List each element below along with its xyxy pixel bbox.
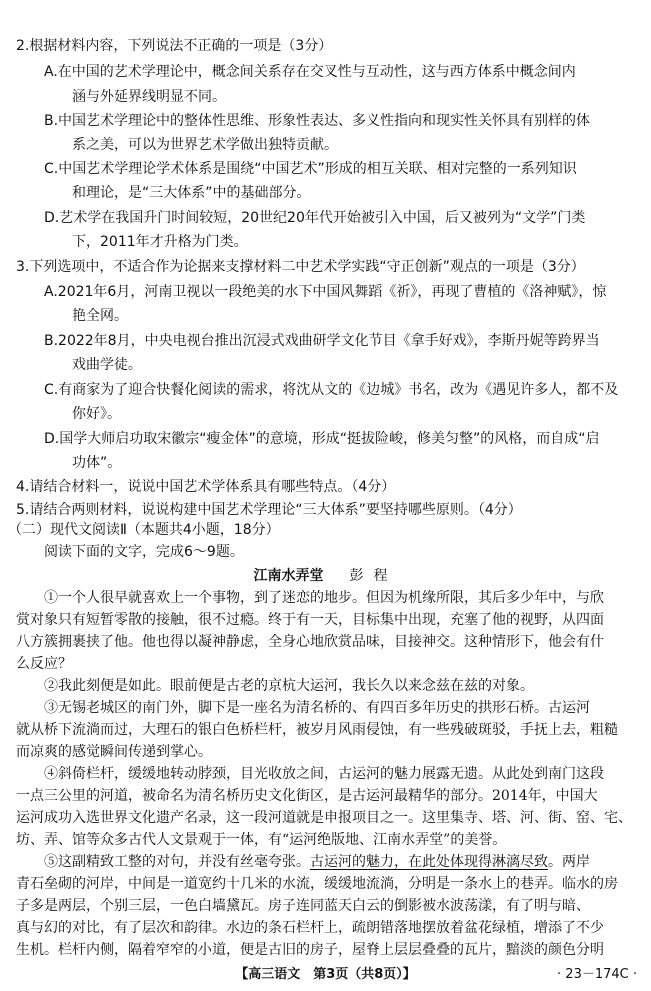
q2-option-b-line1: B.中国艺术学理论中的整体性思维、形象性表达、多义性指向和现实性关怀具有别样的体: [44, 113, 591, 129]
para4-line1: ④斜倚栏杆，缓缓地转动脖颈，目光收放之间，古运河的魅力展露无遗。从此处到南门这段: [44, 766, 604, 782]
para5-line5: 生机。栏杆内侧，隔着窄窄的小道，便是古旧的房子，屋脊上层层叠叠的瓦片，黯淡的颜色分明: [16, 942, 604, 958]
q2-option-d-line1: D.艺术学在我国升门时间较短，20世纪20年代开始被引入中国，后又被列为“文学”门类: [44, 210, 586, 226]
article-author: 彭程: [349, 568, 398, 584]
q3-option-c-line2: 你好》。: [72, 406, 121, 422]
para1-line1: ①一个人很早就喜欢上一个事物，到了迷恋的地步。但因为机缘所限，其后多少年中，与欣: [44, 590, 604, 606]
footer-page-info: 【高三语文 第3页（共8页）】: [235, 967, 416, 982]
q2-option-c-line1: C.中国艺术学理论学术体系是围绕“中国艺术”形成的相互关联、相对完整的一系列知识: [44, 161, 577, 177]
para1-line2: 赏对象只有短暂零散的接触，很不过瘾。终于有一天，目标集中出现，充塞了他的视野，从四面: [16, 612, 604, 628]
q3-option-d-line2: 功体”。: [72, 455, 122, 471]
q5-stem: 5.请结合两则材料，说说构建中国艺术学理论“三大体系”要坚持哪些原则。（4分）: [16, 502, 522, 518]
article-title: 江南水弄堂: [253, 568, 324, 584]
section-heading: （二）现代文阅读Ⅱ（本题共4小题，18分）: [8, 522, 280, 538]
para3-line2: 就从桥下流淌而过，大理石的银白色桥栏杆，被岁月风雨侵蚀，有一些残破斑驳，手抚上去，粗糙: [16, 722, 618, 738]
article-title-line: [0, 566, 651, 586]
q2-option-a-line1: A.在中国的艺术学理论中，概念间关系存在交叉性与互动性，这与西方体系中概念间内: [44, 64, 576, 80]
q3-option-c-line1: C.有商家为了迎合快餐化阅读的需求，将沈从文的《边城》书名，改为《遇见许多人，都不及: [44, 382, 619, 398]
footer-code: · 23－174C ·: [557, 967, 637, 982]
para1-line4: 么反应？: [16, 656, 72, 672]
q2-stem: 2.根据材料内容，下列说法不正确的一项是（3分）: [16, 38, 333, 54]
page-footer: [0, 963, 651, 983]
q2-option-b-line2: 系之美，可以为世界艺术学做出独特贡献。: [72, 137, 338, 153]
para5-line1: [44, 852, 590, 872]
q2-option-c-line2: 和理论，是“三大体系”中的基础部分。: [72, 185, 311, 201]
para5-underlined-sentence: 古运河的魅力，在此处体现得淋漓尽致: [310, 854, 548, 870]
para4-line3: 运河成功入选世界文化遗产名录，这一段河道就是申报项目之一。这里集寺、塔、河、街、窑、宅、: [16, 810, 632, 826]
para5-line3: 子多是两层，个别三层，一色白墙黛瓦。房子连同蓝天白云的倒影被水波荡漾，有了明与暗、: [16, 898, 590, 914]
para3-line1: ③无锡老城区的南门外，脚下是一座名为清名桥的、有四百多年历史的拱形石桥。古运河: [44, 700, 590, 716]
para5-line4: 真与幻的对比，有了层次和韵律。水边的条石栏杆上，疏朗错落地摆放着盆花绿植，增添了不少: [16, 920, 604, 936]
para5-line1-pre: ⑤这副精致工整的对句，并没有丝毫夸张。: [44, 854, 310, 870]
para1-line3: 八方簇拥裹挟了他。他也得以凝神静虑，全身心地欣赏品味，目接神交。这种情形下，他会有什: [16, 634, 604, 650]
para5-line1-post: 。两岸: [548, 854, 590, 870]
q3-option-a-line1: A.2021年6月，河南卫视以一段绝美的水下中国风舞蹈《祈》，再现了曹植的《洛神赋》，惊: [44, 284, 607, 300]
para4-line2: 一点三公里的河道，被命名为清名桥历史文化街区，是古运河最精华的部分。2014年，中国大: [16, 788, 598, 804]
para4-line4: 坊、弄、馆等众多古代人文景观于一体，有“运河绝版地、江南水弄堂”的美誉。: [16, 832, 507, 848]
q3-option-b-line1: B.2022年8月，中央电视台推出沉浸式戏曲研学文化节目《拿手好戏》，李斯丹妮等跨界当: [44, 333, 600, 349]
para5-line2: 青石垒砌的河岸，中间是一道宽约十几米的水流，缓缓地流淌，分明是一条水上的巷弄。临水的房: [16, 876, 618, 892]
q3-option-b-line2: 戏曲学徒。: [72, 357, 142, 373]
q4-stem: 4.请结合材料一，说说中国艺术学体系具有哪些特点。（4分）: [16, 479, 396, 495]
q3-stem: 3.下列选项中，不适合作为论据来支撑材料二中艺术学实践“守正创新”观点的一项是（3分）: [16, 259, 585, 275]
q3-option-a-line2: 艳全网。: [72, 308, 128, 324]
q3-option-d-line1: D.国学大师启功取宋徽宗“瘦金体”的意境，形成“挺拔险峻，修美匀整”的风格，而自成“启: [44, 431, 600, 447]
q2-option-d-line2: 下，2011年才升格为门类。: [72, 234, 248, 250]
q2-option-a-line2: 涵与外延界线明显不同。: [72, 89, 226, 105]
para3-line3: 而凉爽的感觉瞬间传递到掌心。: [16, 744, 212, 760]
para2-line1: ②我此刻便是如此。眼前便是古老的京杭大运河，我长久以来念兹在兹的对象。: [44, 678, 534, 694]
reading-instruction: 阅读下面的文字，完成6～9题。: [44, 544, 244, 560]
